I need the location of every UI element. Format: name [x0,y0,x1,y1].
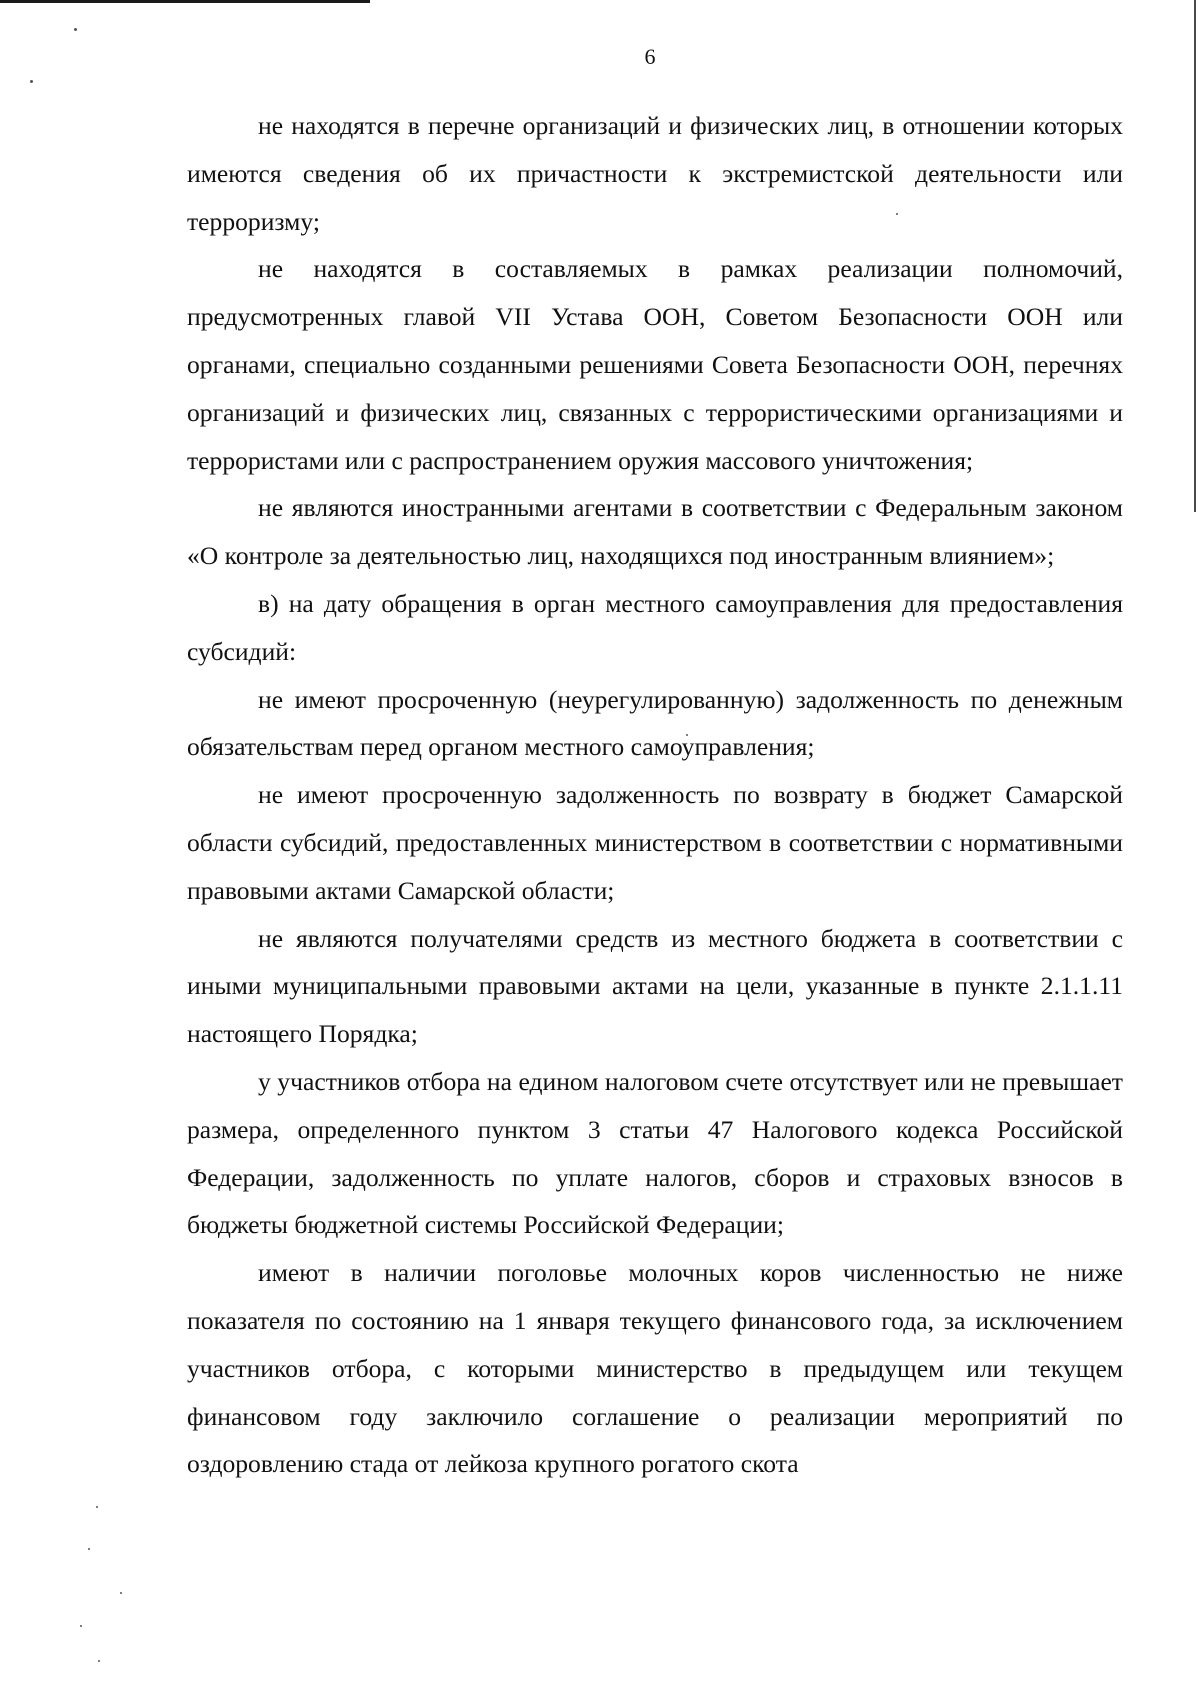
paragraph: у участников отбора на едином налоговом счете отсутствует или не превышает размера, определенного пунктом 3 статьи 47 Налогового кодекса Российской Федерации, задолженность по уплате налогов, сборов и страховых взносов в бюджеты бюджетной системы Российской Федерации; [187,1066,1123,1240]
scan-speck [30,80,33,83]
scan-speck [80,1625,82,1627]
paragraph: не находятся в перечне организаций и физических лиц, в отношении которых имеются сведения об их причастности к экстремистской деятельности или терроризму; [187,111,1123,236]
paragraph: не имеют просроченную (неурегулированную) задолженность по денежным обязательствам перед органом местного самоуправления; [187,684,1123,762]
scan-border-right [1194,0,1196,512]
scan-speck [88,1548,90,1550]
scan-speck [98,1660,100,1662]
scan-speck [96,1506,98,1508]
page-number: 6 [644,44,656,69]
scan-speck [74,28,77,31]
scan-border-top [0,0,370,3]
paragraph: имеют в наличии поголовье молочных коров численностью не ниже показателя по состоянию на 1 января текущего финансового года, за исключением участников отбора, с которыми министерство в предыдущем или текущем финансовом году заключило соглашение о реализации мероприятий по оздоровлению стада от лейкоза крупного рогатого скота [187,1258,1123,1479]
paragraph: не являются получателями средств из местного бюджета в соответствии с иными муниципальными правовыми актами на цели, указанные в пункте 2.1.1.11 настоящего Порядка; [187,923,1123,1049]
scan-speck [120,1592,122,1594]
paragraph: не являются иностранными агентами в соответствии с Федеральным законом «О контроле за деятельностью лиц, находящихся под иностранным влиянием»; [187,493,1123,571]
document-body [187,102,1123,1488]
paragraph: в) на дату обращения в орган местного самоуправления для предоставления субсидий: [187,588,1123,666]
paragraph: не имеют просроченную задолженность по возврату в бюджет Самарской области субсидий, предоставленных министерством в соответствии с нормативными правовыми актами Самарской области; [187,780,1123,905]
paragraph: не находятся в составляемых в рамках реализации полномочий, предусмотренных главой VII Устава ООН, Советом Безопасности ООН или органами, специально созданными решениями Совета Безопасности ООН, перечнях организаций и физических лиц, связанных с террористическими организациями и террористами или с распространением оружия массового уничтожения; [187,254,1123,475]
